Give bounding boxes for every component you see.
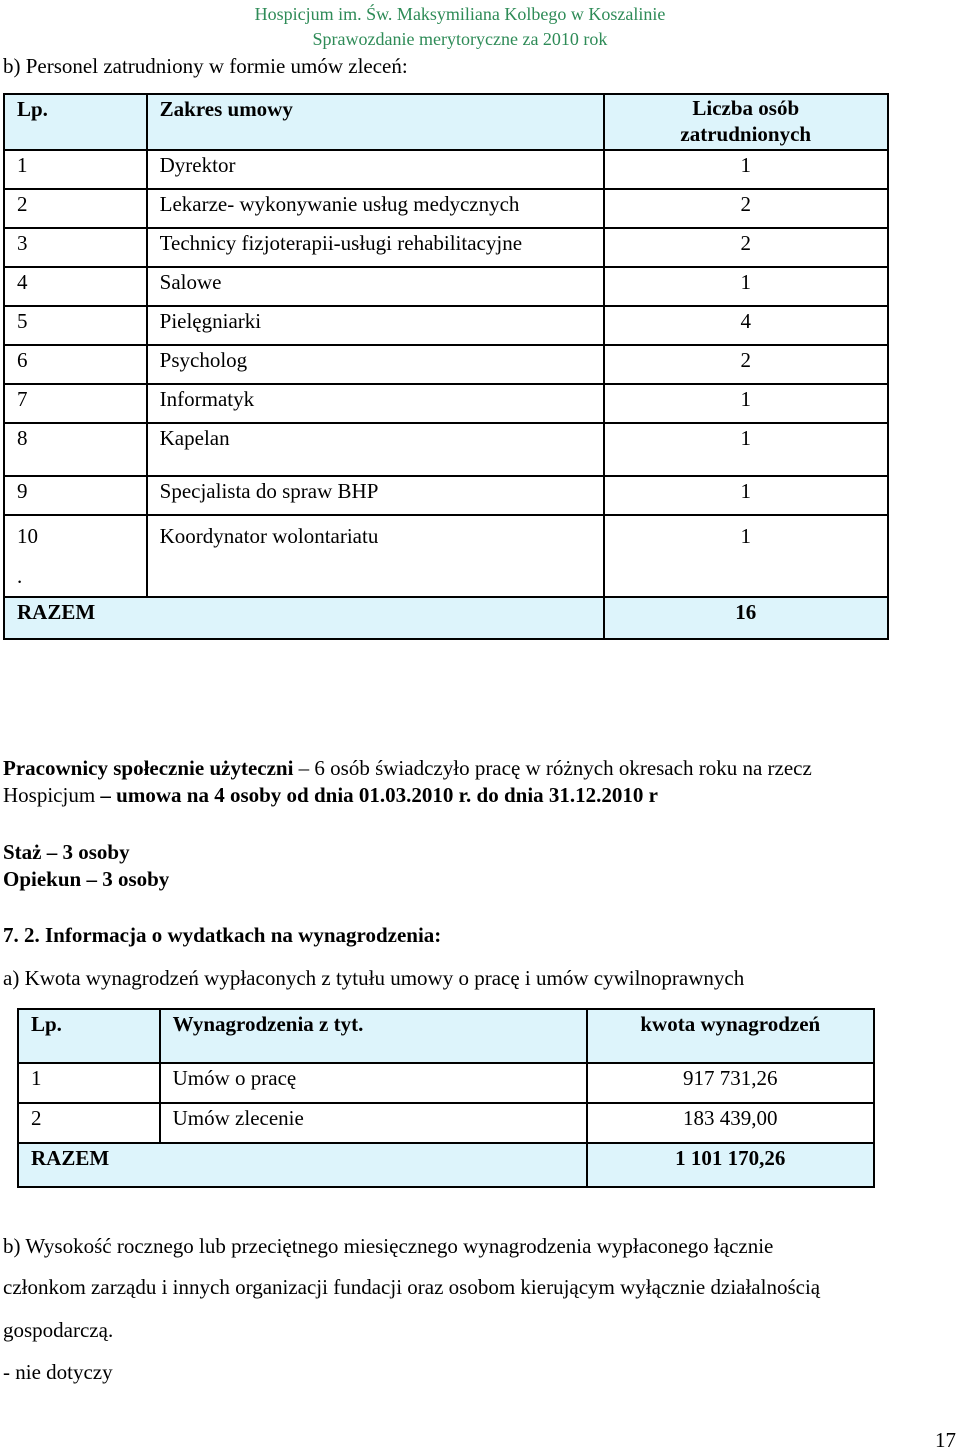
row-count: 1: [604, 150, 888, 189]
table-row: [4, 423, 888, 476]
row-amount: 917 731,26: [587, 1063, 874, 1103]
row-lp: 1: [18, 1063, 160, 1103]
header-count: Liczba osób zatrudnionych: [604, 94, 888, 150]
row-name: Salowe: [147, 267, 604, 306]
opiekun-line: Opiekun – 3 osoby: [3, 867, 170, 891]
header-salary-type: Wynagrodzenia z tyt.: [160, 1009, 587, 1063]
section-72-b-line-1: b) Wysokość rocznego lub przeciętnego miesięcznego wynagrodzenia wypłaconego łącznie: [3, 1234, 774, 1258]
total-value: 1 101 170,26: [587, 1143, 874, 1187]
contracts-table: [3, 93, 889, 640]
section-b-title: b) Personel zatrudniony w formie umów zleceń:: [3, 54, 408, 78]
total-value: 16: [604, 597, 888, 639]
table-header-row: [4, 94, 888, 150]
row-lp: 6: [4, 345, 147, 384]
section-72-b-answer: - nie dotyczy: [3, 1360, 113, 1384]
row-name: Dyrektor: [147, 150, 604, 189]
volunteers-line-1: Pracownicy społecznie użyteczni – 6 osób świadczyło pracę w różnych okresach roku na rzecz: [3, 756, 812, 780]
row-count: 1: [604, 515, 888, 597]
row-count: 2: [604, 345, 888, 384]
section-72-a: a) Kwota wynagrodzeń wypłaconych z tytułu umowy o pracę i umów cywilnoprawnych: [3, 966, 745, 990]
table-total-row: [4, 597, 888, 639]
table-row: [4, 150, 888, 189]
table-total-row: [18, 1143, 874, 1187]
row-lp: 8: [4, 423, 147, 476]
table-row: [4, 228, 888, 267]
section-72-b-line-2: członkom zarządu i innych organizacji fundacji oraz osobom kierującym wyłącznie działalnością: [3, 1275, 821, 1299]
row-count: 2: [604, 189, 888, 228]
table-row: [4, 267, 888, 306]
row-lp: 5: [4, 306, 147, 345]
header-line-1: Hospicjum im. Św. Maksymiliana Kolbego w Koszalinie: [254, 4, 666, 24]
table-row: [4, 345, 888, 384]
row-lp: 4: [4, 267, 147, 306]
row-name: Technicy fizjoterapii-usługi rehabilitacyjne: [147, 228, 604, 267]
section-72-b-line-3: gospodarczą.: [3, 1318, 114, 1342]
row-lp: 7: [4, 384, 147, 423]
staz-line: Staż – 3 osoby: [3, 840, 130, 864]
header-line-2: Sprawozdanie merytoryczne za 2010 rok: [312, 29, 608, 49]
row-name: Psycholog: [147, 345, 604, 384]
row-name: Koordynator wolontariatu: [147, 515, 604, 597]
row-name: Lekarze- wykonywanie usług medycznych: [147, 189, 604, 228]
table-row: [18, 1063, 874, 1103]
row-lp: 1: [4, 150, 147, 189]
row-name: Pielęgniarki: [147, 306, 604, 345]
row-count: 2: [604, 228, 888, 267]
row-lp: 9: [4, 476, 147, 515]
table-header-row: [18, 1009, 874, 1063]
header-lp: Lp.: [4, 94, 147, 150]
row-lp: 10 .: [4, 515, 147, 597]
row-lp: 2: [4, 189, 147, 228]
total-label: RAZEM: [4, 597, 604, 639]
row-count: 1: [604, 267, 888, 306]
row-count: 1: [604, 476, 888, 515]
table-row: [4, 515, 888, 597]
row-name: Informatyk: [147, 384, 604, 423]
table-row: [4, 476, 888, 515]
table-row: [4, 384, 888, 423]
row-name: Umów zlecenie: [160, 1103, 587, 1143]
row-name: Umów o pracę: [160, 1063, 587, 1103]
total-label: RAZEM: [18, 1143, 587, 1187]
volunteers-line-2: Hospicjum – umowa na 4 osoby od dnia 01.03.2010 r. do dnia 31.12.2010 r: [3, 783, 658, 807]
section-72-title: 7. 2. Informacja o wydatkach na wynagrodzenia:: [3, 923, 442, 947]
row-lp: 2: [18, 1103, 160, 1143]
header-lp: Lp.: [18, 1009, 160, 1063]
table-row: [18, 1103, 874, 1143]
header-scope: Zakres umowy: [147, 94, 604, 150]
row-amount: 183 439,00: [587, 1103, 874, 1143]
row-count: 1: [604, 423, 888, 476]
row-count: 4: [604, 306, 888, 345]
row-name: Specjalista do spraw BHP: [147, 476, 604, 515]
header-amount: kwota wynagrodzeń: [587, 1009, 874, 1063]
page-number: 17: [935, 1428, 956, 1452]
row-lp: 3: [4, 228, 147, 267]
salaries-table: [17, 1008, 875, 1188]
row-count: 1: [604, 384, 888, 423]
table-row: [4, 189, 888, 228]
table-row: [4, 306, 888, 345]
row-name: Kapelan: [147, 423, 604, 476]
